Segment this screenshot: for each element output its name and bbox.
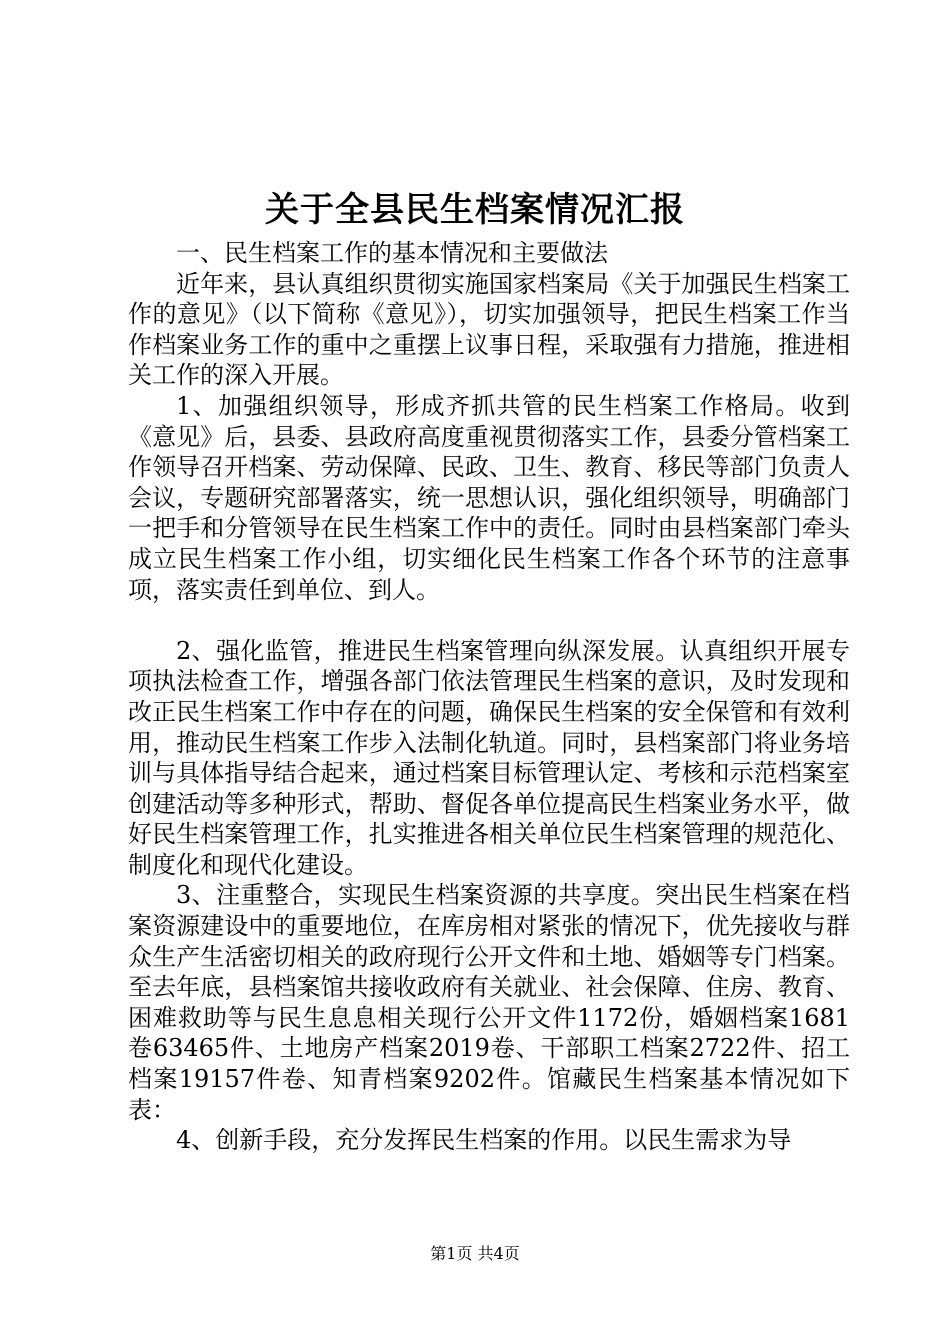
body-paragraph: 4、创新手段，充分发挥民生档案的作用。以民生需求为导	[176, 1126, 792, 1155]
document-body	[128, 238, 850, 1156]
body-paragraph: 近年来，县认真组织贯彻实施国家档案局《关于加强民生档案工作的意见》（以下简称《意见》），切实加强领导，把民生档案工作当作档案业务工作的重中之重摆上议事日程，采取强有力措施，推进相关工作的深入开展。	[128, 269, 850, 390]
page-number-footer: 第1页 共4页	[430, 1244, 520, 1263]
document-title: 关于全县民生档案情况汇报	[265, 190, 685, 230]
section-heading: 一、民生档案工作的基本情况和主要做法	[176, 239, 608, 267]
body-paragraph: 3、注重整合，实现民生档案资源的共享度。突出民生档案在档案资源建设中的重要地位，在库房相对紧张的情况下，优先接收与群众生产生活密切相关的政府现行公开文件和土地、婚姻等专门档案。至去年底，县档案馆共接收政府有关就业、社会保障、住房、教育、困难救助等与民生息息相关现行公开文件1172份，婚姻档案1681卷63465件、土地房产档案2019卷、干部职工档案2722件、招工档案19157件卷、知青档案9202件。馆藏民生档案基本情况如下表：	[128, 881, 850, 1124]
body-paragraph: 2、强化监管，推进民生档案管理向纵深发展。认真组织开展专项执法检查工作，增强各部门依法管理民生档案的意识，及时发现和改正民生档案工作中存在的问题，确保民生档案的安全保管和有效利用，推动民生档案工作步入法制化轨道。同时，县档案部门将业务培训与具体指导结合起来，通过档案目标管理认定、考核和示范档案室创建活动等多种形式，帮助、督促各单位提高民生档案业务水平，做好民生档案管理工作，扎实推进各相关单位民生档案管理的规范化、制度化和现代化建设。	[128, 636, 850, 879]
body-paragraph: 1、加强组织领导，形成齐抓共管的民生档案工作格局。收到《意见》后，县委、县政府高度重视贯彻落实工作，县委分管档案工作领导召开档案、劳动保障、民政、卫生、教育、移民等部门负责人会议，专题研究部署落实，统一思想认识，强化组织领导，明确部门一把手和分管领导在民生档案工作中的责任。同时由县档案部门牵头成立民生档案工作小组，切实细化民生档案工作各个环节的注意事项，落实责任到单位、到人。	[128, 391, 850, 604]
